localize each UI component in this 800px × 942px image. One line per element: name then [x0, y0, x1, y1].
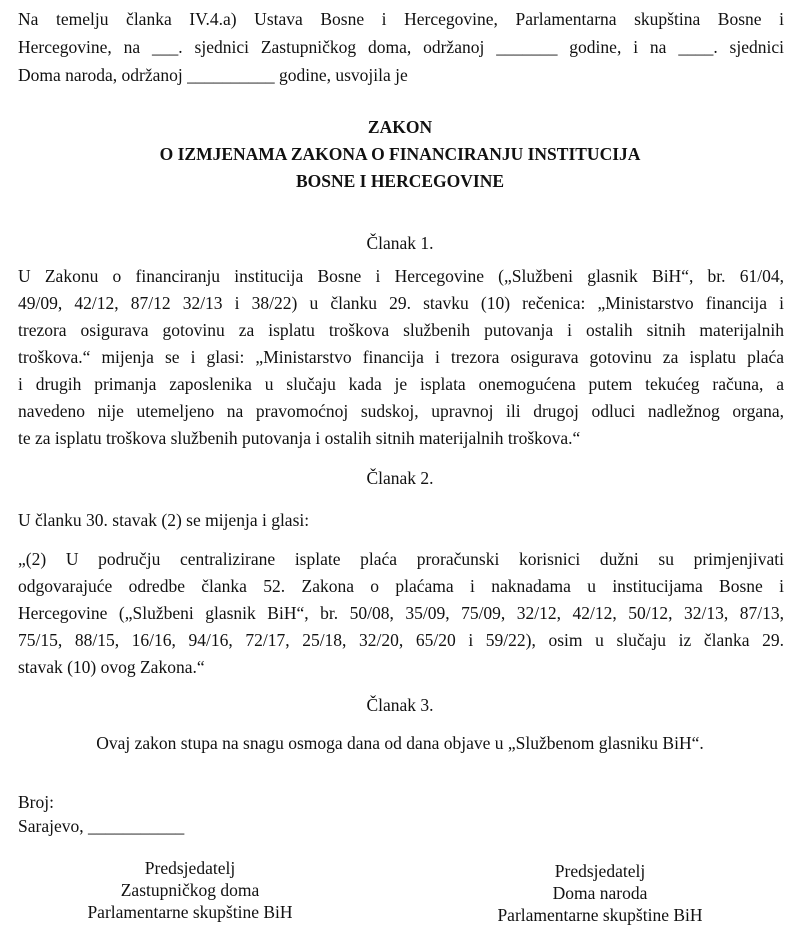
article-line: „(2) U području centralizirane isplate plaća proračunski korisnici dužni su primjenjivati	[18, 549, 784, 569]
signature-block-left	[40, 857, 340, 923]
signature-line: Zastupničkog doma	[120, 880, 260, 900]
signature-line: Predsjedatelj	[554, 861, 646, 881]
preamble-line: Hercegovine, na ___. sjednici Zastupničkog doma, održanoj _______ godine, i na ____. sjednici	[18, 37, 784, 57]
article-line: Ovaj zakon stupa na snagu osmoga dana od dana objave u „Službenom glasniku BiH“.	[96, 733, 704, 753]
signature-line: Predsjedatelj	[144, 858, 236, 878]
broj-label: Broj:	[18, 792, 54, 812]
article-intro: U članku 30. stavak (2) se mijenja i glasi:	[18, 510, 310, 530]
article-line: navedeno nije utemeljeno na pravomoćnoj sudskoj, upravnoj ili drugoj odluci nadležnog organa,	[18, 401, 784, 421]
article-line: trezora osigurava gotovinu za isplatu troškova službenih putovanja i ostalih sitnih materijalnih	[18, 320, 784, 340]
law-title-line: O IZMJENAMA ZAKONA O FINANCIRANJU INSTITUCIJA	[159, 144, 641, 164]
article-line: i drugih primanja zaposlenika u slučaju kada je isplata onemogućena putem tekućeg računa, a	[18, 374, 784, 394]
article-line: te za isplatu troškova službenih putovanja i ostalih sitnih materijalnih troškova.“	[18, 428, 581, 448]
article-line: troškova.“ mijenja se i glasi: „Ministarstvo financija i trezora osigurava gotovinu za isplatu plaća	[18, 347, 784, 367]
article-line: 49/09, 42/12, 87/12 32/13 i 38/22) u članku 29. stavku (10) rečenica: „Ministarstvo financija i	[18, 293, 784, 313]
article-line: Hercegovine („Službeni glasnik BiH“, br. 50/08, 35/09, 75/09, 32/12, 42/12, 50/12, 32/13, 87/13,	[18, 603, 784, 623]
article-line: 75/15, 88/15, 16/16, 94/16, 72/17, 25/18, 32/20, 65/20 i 59/22), osim u slučaju iz članka 29.	[18, 630, 784, 650]
signature-line: Parlamentarne skupštine BiH	[87, 902, 293, 922]
article-heading: Članak 1.	[366, 233, 434, 253]
article-heading: Članak 2.	[366, 468, 434, 488]
preamble-line: Doma naroda, održanoj __________ godine, usvojila je	[18, 65, 408, 85]
signature-line: Parlamentarne skupštine BiH	[497, 905, 703, 925]
article-heading: Članak 3.	[366, 695, 434, 715]
law-title-line: BOSNE I HERCEGOVINE	[295, 171, 505, 191]
signature-block-right	[450, 860, 750, 926]
article-line: U Zakonu o financiranju institucija Bosne i Hercegovine („Službeni glasnik BiH“, br. 61/04,	[18, 266, 784, 286]
signature-line: Doma naroda	[552, 883, 648, 903]
article-line: stavak (10) ovog Zakona.“	[18, 657, 205, 677]
article-line: odgovarajuće odredbe članka 52. Zakona o plaćama i naknadama u institucijama Bosne i	[18, 576, 784, 596]
law-title: ZAKON	[367, 117, 433, 137]
place-date-line: Sarajevo, ___________	[18, 816, 185, 836]
preamble-line: Na temelju članka IV.4.a) Ustava Bosne i Hercegovine, Parlamentarna skupština Bosne i	[18, 9, 784, 29]
